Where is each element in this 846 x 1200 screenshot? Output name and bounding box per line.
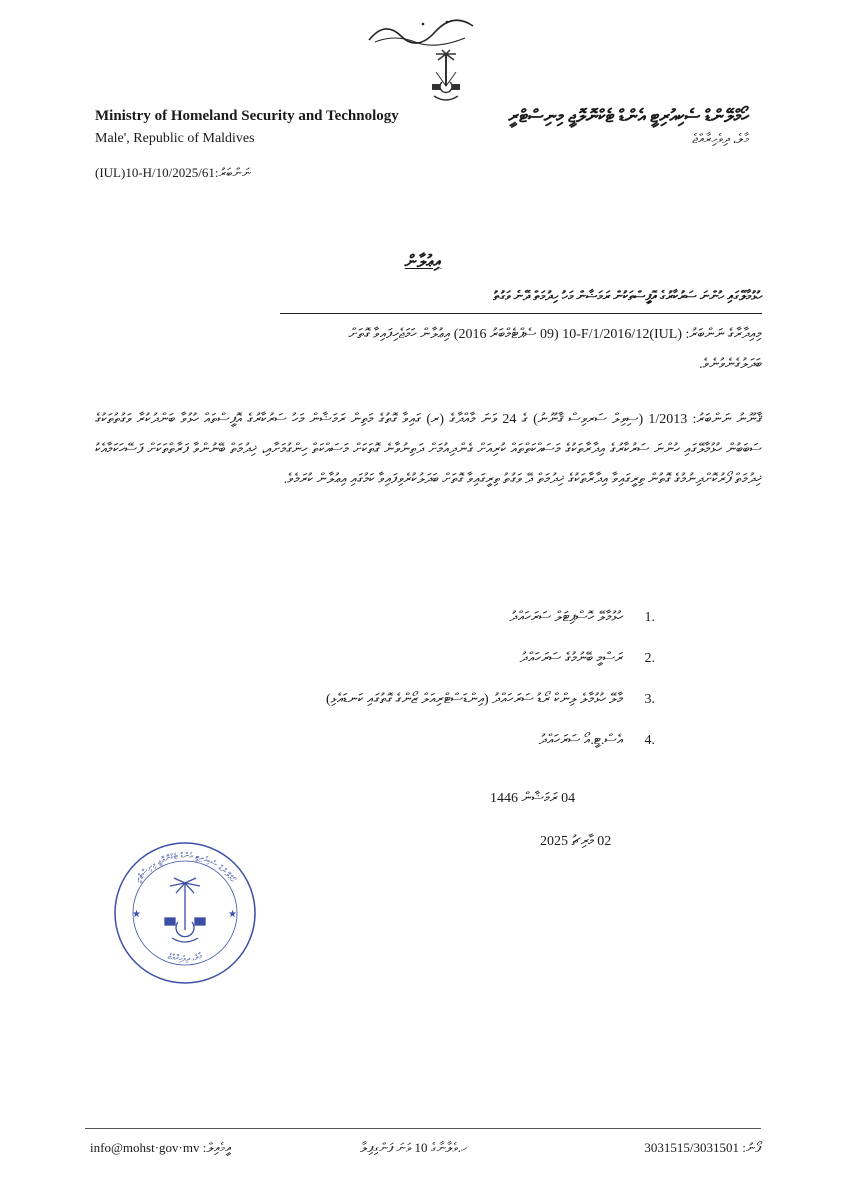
footer-address: ހ.ވެލާނާގެ 10 ވަނަ ފަންގިފިލާ [360,1140,468,1155]
list-item: ރަސްމީ ބޭނުމުގެ ސަރަހައްދު 2. [519,651,655,666]
ministry-address-en: Male', Republic of Maldives [95,131,255,146]
national-emblem-icon [428,46,464,110]
stamp-emblem-icon [165,878,205,942]
list-item: މާލޭ ހުޅުމާލެ ލިންކް ރޯޑު ސަރަހައްދު (އިންޑަސްޓްރިއަލް ޒޯންގެ ގޮތުގައި ކަނޑައެޅި) 3. [325,692,655,707]
ministry-address-dv: މާލެ، ދިވެހިރާއްޖެ [692,131,749,146]
reference-number: (IUL)10-H/10/2025/61:ނަންބަރު [95,165,251,180]
notice-subject: ހުޅުމާލޭގައި ހުންނަ ސަރުކާރުގެ އޮފީސްތަކުން ރަމަޟާން މަހު ހިދުމަތް ދޭނެ ވަގުތު [493,288,762,303]
footer-divider [85,1128,761,1129]
footer-phone: 3031515/3031501 :ފޯނު [644,1140,761,1155]
ministry-name-en: Ministry of Homeland Security and Technology [95,108,399,124]
list-item: އެސް.ޓީ.އޯ ސަރަހައްދު 4. [538,733,655,748]
paragraph-amendment-text: މިއިދާރާގެ ނަންބަރު: (IUL)10-F/1/2016/12 (09 ސެޕްޓެމްބަރު 2016) އިޢުލާން ހަމަޖެހިފައިވާ ގޮތަށް [348,327,762,342]
svg-text:ހޯމްލޭންޑް ސެކިއުރިޓީ އެންޑް ޓ [133,851,238,885]
footer-email: info@mohst·gov·mv :އީމެއިލް [90,1140,232,1155]
date-gregorian: 02 މާރިޗު 2025 [540,834,612,849]
official-stamp [110,838,260,988]
list-item: ހުޅުމާލޭ ހޮސްޕިޓަލް ސަރަހައްދު 1. [509,610,655,625]
stamp-star-icon: ★ [228,909,237,920]
stamp-bottom-text: މާލެ، ދިވެހިރާއްޖެ [166,951,204,964]
area-list [95,610,655,774]
subject-underline [280,313,762,314]
stamp-top-text: ހޯމްލޭންޑް ސެކިއުރިޓީ އެންޑް ޓެކްނޮލޮޖީ މިނިސްޓްރީ [133,850,237,885]
paragraph-amendment [95,320,762,380]
stamp-star-icon: ★ [132,909,141,920]
notice-title: އިޢުލާން [404,252,442,271]
paragraph-body: ޤާނޫނު ނަންބަރު: 1/2013 (ސިވިލް ސަރވިސް ޤާނޫނު) ގެ 24 ވަނަ މާއްދާގެ (ރ) ގައިވާ ގޮތުގެ މަތިން ރަމަޟާން މަހު ސަރުކާރުގެ އޮފީސްތައް ހުޅުވާ ބަންދުކުރާ ވަގުތުތަކުގެ ސަބަބުން ހުޅުމާލޭގައި ހުންނަ ސަރުކާރުގެ އިދާރާތަކުގެ މަސައްކަތްތައް ކުރިއަށް ގެންދިއުމަށް ދަތިނުވާނެ ގޮތަކަށް މަސައްކަތް ހިންގުމަށާއި، ޚިދުމަތް ބޭނުންވާ ފަރާތްތަކަށް ފަސޭހަކަމާއެކު ޚިދުމަތް ފޯރުކޮށްދިނުމުގެ ގޮތުން ތިރީގައިވާ އިދާރާތަކުގެ ޚިދުމަތް ދޭ ވަގުތު ތިރީގައިވާ ގޮތަށް ބަދަލުކުރެވިފައިވާ ކަމުގައި އިޢުލާން ކުރަމެވެ. [95,412,762,487]
svg-text:މާލެ، ދިވެހިރާއްޖެ [167,951,204,963]
date-hijri: 04 ރަމަޟާން 1446 [490,791,576,806]
ministry-name-dv: ހޯމްލޭންޑް ސެކިއުރިޓީ އެންޑް ޓެކްނޮލޮޖީ މިނިސްޓްރީ [508,106,749,126]
paragraph-amendment-tail: ބަދަލުގެނެވުނެވެ. [699,357,762,372]
basmala-calligraphy [365,14,480,50]
